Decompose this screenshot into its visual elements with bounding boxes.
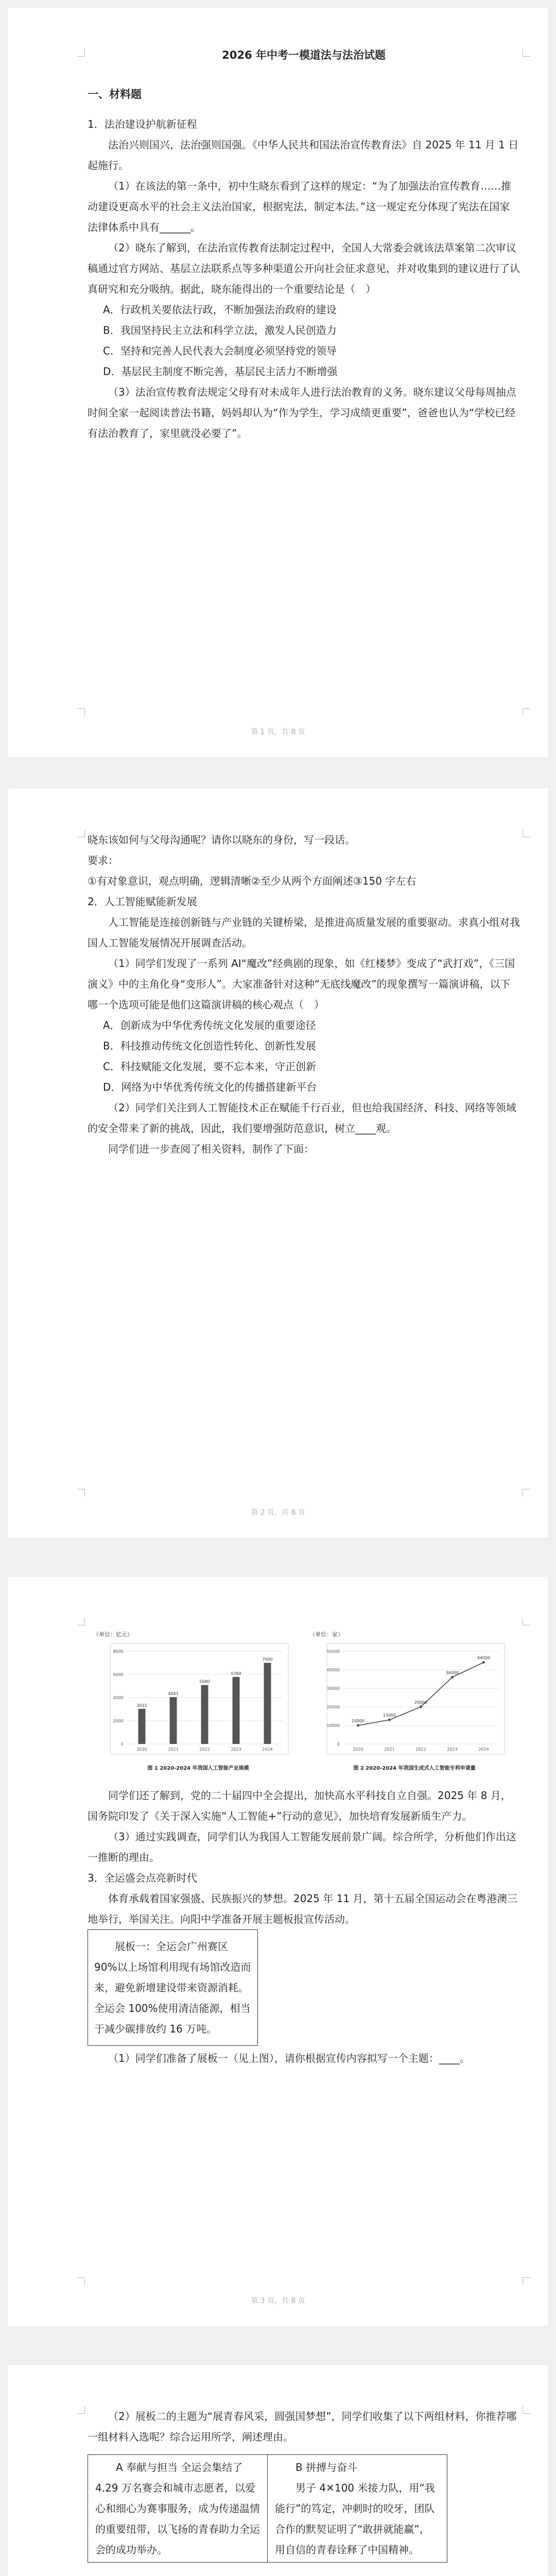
data-label: 10000 <box>351 1719 365 1723</box>
data-label: 7000 <box>262 1657 273 1662</box>
sub-question: （1）同学们发现了一系列 AI“魔改”经典剧的现象，如《红楼梦》变成了“武打戏”，《三国演义》中的主角化身“变形人”。大家准备针对这种“无底线魔改”的现象撰写一篇演讲稿，以下哪一个选项可能是他们这篇演讲稿的核心观点（ ） <box>88 957 515 1011</box>
sub-question-text: 晓东该如何与父母沟通呢？请你以晓东的身份，写一段话。 <box>88 834 355 846</box>
sub-question: （1）在该法的第一条中，初中生晓东看到了这样的规定：“为了加强法治宣传教育……推动建设更高水平的社会主义法治国家，根据宪法，制定本法。”这一规定充分体现了宪法在国家法律体系中具有______。 <box>88 180 512 233</box>
requirement-text: ①有对象意识，观点明确，逻辑清晰②至少从两个方面阐述③150 字左右 <box>88 875 416 887</box>
y-tick-label: 0 <box>337 1742 340 1747</box>
chart-title: 图 2 2020-2024 年我国生成式人工智能专利申请量 <box>353 1766 476 1771</box>
x-tick-label: 2023 <box>447 1747 458 1752</box>
x-tick-label: 2021 <box>168 1747 179 1752</box>
crop-mark <box>77 1618 85 1625</box>
page-footer: 第 2 页，共 8 页 <box>251 1509 305 1517</box>
sub-question: （1）同学们准备了展板一（见上图），请你根据宣传内容拟写一个主题：____。 <box>108 2052 470 2064</box>
y-tick-label: 30000 <box>326 1686 340 1691</box>
chart-ai-industry <box>90 1628 296 1785</box>
page-content <box>88 2406 520 2563</box>
data-label: 20000 <box>414 1700 428 1705</box>
y-tick-label: 2000 <box>113 1719 124 1723</box>
x-tick-label: 2024 <box>262 1747 273 1752</box>
y-tick-label: 0 <box>120 1742 124 1747</box>
materials-table <box>88 2454 447 2563</box>
y-tick-label: 4000 <box>113 1696 124 1700</box>
x-tick-label: 2023 <box>231 1747 241 1752</box>
crop-mark <box>77 1489 85 1497</box>
crop-mark <box>523 49 530 57</box>
crop-mark <box>77 2406 85 2414</box>
chart-title: 图 1 2020-2024 年我国人工智能产业规模 <box>147 1766 249 1771</box>
doc-title: 2026 年中考一模道法与法治试题 <box>222 49 386 61</box>
crop-mark <box>523 708 530 716</box>
option-b: B．科技推动传统文化创造性转化、创新性发展 <box>103 1040 316 1052</box>
crop-mark <box>77 49 85 57</box>
page-2 <box>8 788 548 1538</box>
paragraph: 同学们还了解到，党的二十届四中全会提出，加快高水平科技自立自强。2025 年 8 月，国务院印发了《关于深入实施“人工智能+”行动的意见》，加快培育发展新质生产力。 <box>88 1789 511 1822</box>
line-chart <box>306 1628 512 1783</box>
x-tick-label: 2021 <box>384 1747 395 1752</box>
x-tick-label: 2022 <box>415 1747 426 1752</box>
question-heading: 3．全运盛会点亮新时代 <box>88 1872 197 1884</box>
option-d: D．网络为中华优秀传统文化的传播搭建新平台 <box>103 1081 317 1093</box>
data-point <box>357 1724 359 1727</box>
material-b-text: 男子 4✕100 米接力队，用“我能行”的笃定，冲刺时的咬牙，团队合作的默契证明了“敢拼就能赢”，用自信的青春诠释了中国精神。 <box>275 2482 435 2556</box>
x-tick-label: 2020 <box>353 1747 363 1752</box>
bar-chart <box>90 1628 296 1783</box>
chart-unit-label: （单位：家） <box>309 1631 343 1638</box>
page-1 <box>8 8 548 757</box>
question-heading: 2．人工智能赋能新发展 <box>88 895 197 908</box>
question-heading: 1．法治建设护航新征程 <box>88 118 197 130</box>
data-label: 3031 <box>136 1703 147 1708</box>
bar <box>233 1677 240 1744</box>
bar <box>264 1663 271 1744</box>
material-a <box>88 2455 268 2563</box>
display-board-one <box>88 1929 258 2046</box>
sub-question: （2）展板二的主题为“展青春风采，圆强国梦想”，同学们收集了以下两组材料，你推荐哪一组材料入选呢？综合运用所学，阐述理由。 <box>88 2410 517 2443</box>
data-label: 44000 <box>477 1655 491 1660</box>
requirement-label: 要求： <box>88 854 118 867</box>
sub-question: （2）同学们关注到人工智能技术正在赋能千行百业，但也给我国经济、科技、网络等领域的安全带来了新的挑战，因此，我们要增强防范意识，树立____观。 <box>88 1101 516 1134</box>
material-b-title: B 拼搏与奋斗 <box>296 2461 358 2473</box>
page-footer: 第 3 页，共 8 页 <box>251 2297 305 2305</box>
question-intro: 人工智能是连接创新链与产业链的关键桥梁，是推进高质量发展的重要驱动。求真小组对我国人工智能发展情况开展调查活动。 <box>88 916 520 949</box>
data-label: 4041 <box>168 1691 179 1697</box>
chart-ai-patents <box>306 1628 512 1785</box>
y-tick-label: 8000 <box>113 1649 124 1654</box>
data-point <box>482 1661 485 1664</box>
crop-mark <box>523 1489 530 1497</box>
option-b: B．我国坚持民主立法和科学立法，激发人民创造力 <box>103 324 337 336</box>
option-d: D．基层民主制度不断完善，基层民主活力不断增强 <box>103 365 338 378</box>
y-tick-label: 6000 <box>113 1672 124 1677</box>
page-content <box>88 45 520 444</box>
x-tick-label: 2020 <box>136 1747 147 1752</box>
data-label: 5784 <box>231 1671 241 1676</box>
crop-mark <box>523 1618 530 1625</box>
page-3 <box>8 1577 548 2326</box>
crop-mark <box>77 829 85 837</box>
page-footer: 第 1 页，共 8 页 <box>251 728 305 736</box>
page-content <box>88 829 520 1159</box>
option-c: C．科技赋能文化发展，要不忘本来，守正创新 <box>103 1060 316 1073</box>
bar <box>201 1685 208 1744</box>
crop-mark <box>77 2277 85 2285</box>
x-tick-label: 2022 <box>199 1747 210 1752</box>
sub-question: 同学们进一步查阅了相关资料，制作了下面： <box>108 1143 314 1155</box>
data-point <box>388 1719 391 1721</box>
crop-mark <box>523 829 530 837</box>
page-4 <box>8 2365 548 2576</box>
option-a: A．创新成为中华优秀传统文化发展的重要途径 <box>103 1019 316 1031</box>
data-label: 13000 <box>383 1713 396 1718</box>
crop-mark <box>77 708 85 716</box>
material-b <box>268 2455 447 2563</box>
data-label: 36000 <box>445 1670 459 1675</box>
data-point <box>420 1706 422 1708</box>
bar <box>138 1709 146 1744</box>
option-a: A．行政机关要依法行政，不断加强法治政府的建设 <box>103 303 337 316</box>
question-intro: 法治兴则国兴，法治强则国强。《中华人民共和国法治宣传教育法》自 2025 年 11 月 1 日起施行。 <box>88 139 519 172</box>
series-line <box>358 1663 484 1725</box>
display-board-text: 展板一：全运会广州赛区 90%以上场馆利用现有场馆改造而来，避免新增建设带来资源消耗。全运会 100%使用清洁能源，相当于减少碳排放约 16 万吨。 <box>94 1940 251 2035</box>
crop-mark <box>523 2277 530 2285</box>
data-label: 5080 <box>199 1679 210 1684</box>
sub-question: （3）通过实践调查，同学们认为我国人工智能发展前景广阔。综合所学，分析他们作出这一推断的理由。 <box>88 1831 516 1863</box>
data-point <box>451 1676 454 1679</box>
page-content <box>88 1785 520 2069</box>
option-c: C．坚持和完善人民代表大会制度必须坚持党的领导 <box>103 345 337 357</box>
sub-question: （3）法治宣传教育法规定父母有对未成年人进行法治教育的义务。晓东建议父母每周抽点时间全家一起阅读普法书籍，妈妈却认为“作为学生，学习成绩更重要”，爸爸也认为“学校已经有法治教育了，家里就没必要了”。 <box>88 386 516 439</box>
y-tick-label: 50000 <box>326 1649 340 1654</box>
sub-question: （2）晓东了解到，在法治宣传教育法制定过程中，全国人大常委会就该法草案第二次审议稿通过官方网站、基层立法联系点等多种渠道公开向社会征求意见，并对收集到的建议进行了认真研究和充分吸纳。据此，晓东能得出的一个重要结论是（ ） <box>88 242 520 295</box>
bar <box>170 1697 177 1744</box>
y-tick-label: 20000 <box>326 1705 340 1709</box>
y-tick-label: 40000 <box>326 1668 340 1672</box>
x-tick-label: 2024 <box>478 1747 489 1752</box>
question-intro: 体育承载着国家强盛、民族振兴的梦想。2025 年 11 月，第十五届全国运动会在粤港澳三地举行，举国关注。向阳中学准备开展主题板报宣传活动。 <box>88 1892 518 1925</box>
chart-unit-label: （单位：亿元） <box>93 1631 133 1638</box>
crop-mark <box>523 2406 530 2414</box>
section-heading: 一、材料题 <box>88 88 142 100</box>
chart-frame <box>111 1643 288 1754</box>
material-a-text: A 奉献与担当 全运会集结了 4.29 万名赛会和城市志愿者，以爱心和细心为赛事服务，成为传递温情的重要纽带，以飞扬的青春助力全运会的成功举办。 <box>95 2461 260 2556</box>
y-tick-label: 10000 <box>326 1723 340 1728</box>
